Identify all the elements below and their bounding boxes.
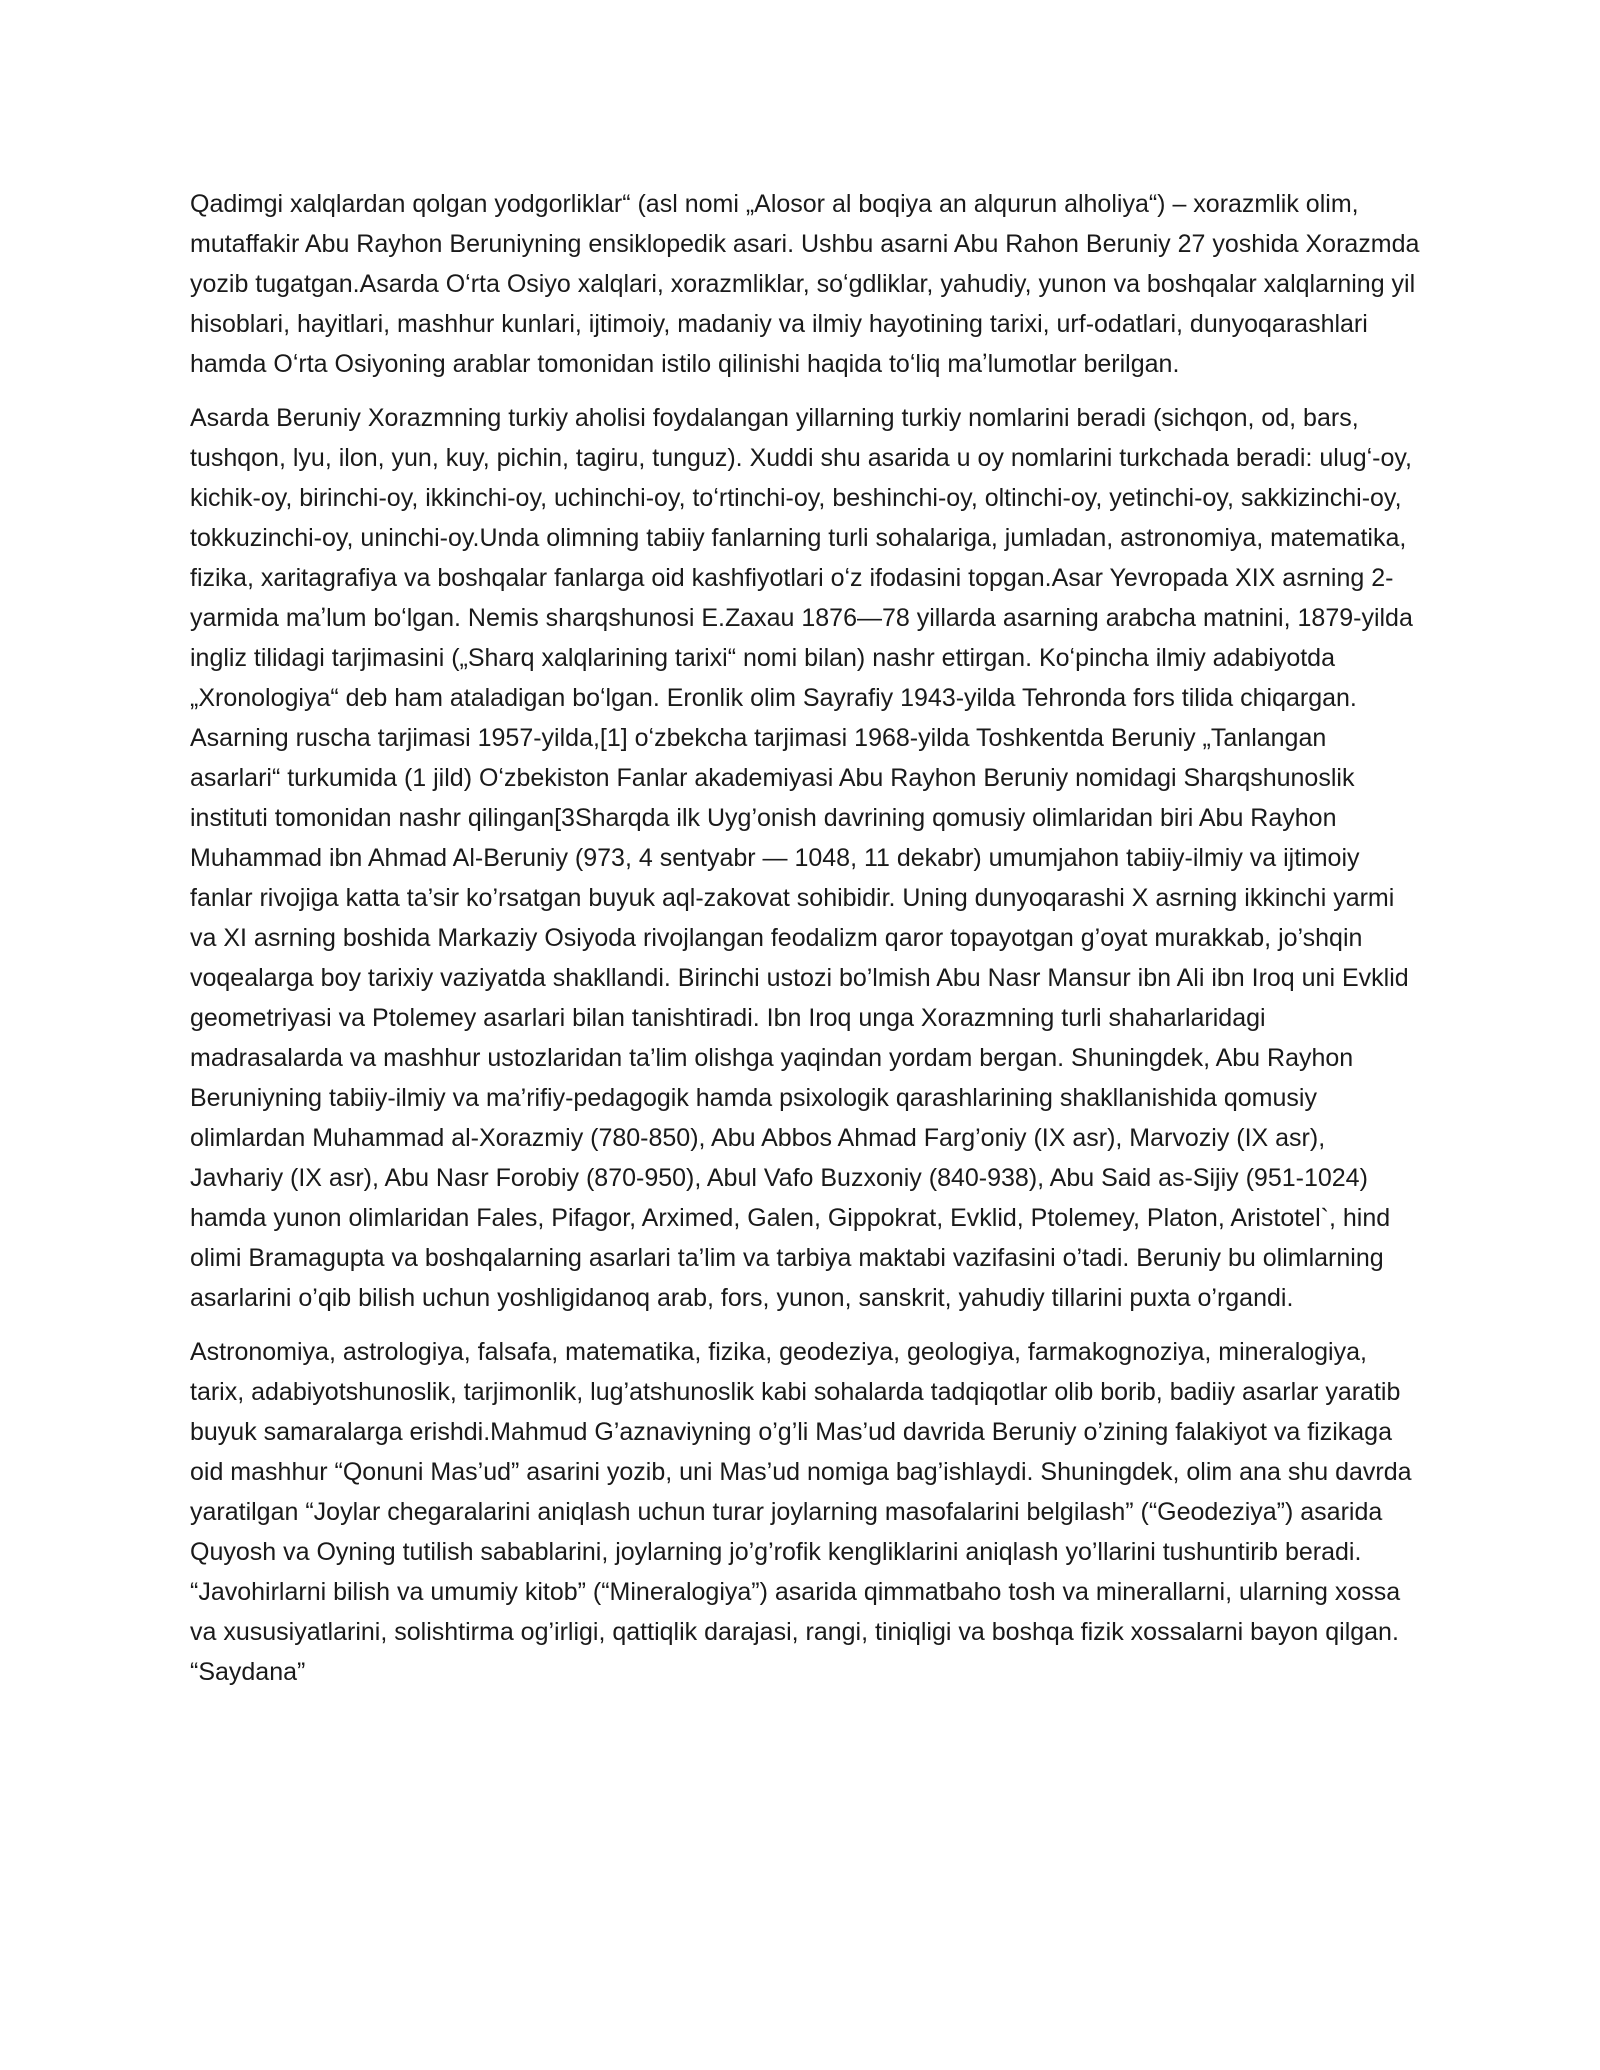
- document-body: [190, 184, 1422, 1706]
- paragraph-2: Asarda Beruniy Xorazmning turkiy aholisi foydalangan yillarning turkiy nomlarini beradi (sichqon, od, bars, tushqon, lyu, ilon, yun, kuy, pichin, tagiru, tunguz). Xuddi shu asarida u oy nomlarini turkchada beradi: ulugʻ-oy, kichik-oy, birinchi-oy, ikkinchi-oy, uchinchi-oy, toʻrtinchi-oy, beshinchi-oy, oltinchi-oy, yetinchi-oy, sakkizinchi-oy, tokkuzinchi-oy, uninchi-oy.Unda olimning tabiiy fanlarning turli sohalariga, jumladan, astronomiya, matematika, fizika, xaritagrafiya va boshqalar fanlarga oid kashfiyotlari oʻz ifodasini topgan.Asar Yevropada XIX asrning 2-yarmida maʼlum boʻlgan. Nemis sharqshunosi E.Zaxau 1876—78 yillarda asarning arabcha matnini, 1879-yilda ingliz tilidagi tarjimasini („Sharq xalqlarining tarixi“ nomi bilan) nashr ettirgan. Koʻpincha ilmiy adabiyotda „Xronologiya“ deb ham ataladigan boʻlgan. Eronlik olim Sayrafiy 1943-yilda Tehronda fors tilida chiqargan. Asarning ruscha tarjimasi 1957-yilda,[1] oʻzbekcha tarjimasi 1968-yilda Toshkentda Beruniy „Tanlangan asarlari“ turkumida (1 jild) Oʻzbekiston Fanlar akademiyasi Abu Rayhon Beruniy nomidagi Sharqshunoslik instituti tomonidan nashr qilingan[3Sharqda ilk Uyg’onish davrining qomusiy olimlaridan biri Abu Rayhon Muhammad ibn Ahmad Al-Beruniy (973, 4 sentyabr — 1048, 11 dekabr) umumjahon tabiiy-ilmiy va ijtimoiy fanlar rivojiga katta ta’sir ko’rsatgan buyuk aql-zakovat sohibidir. Uning dunyoqarashi X asrning ikkinchi yarmi va XI asrning boshida Markaziy Osiyoda rivojlangan feodalizm qaror topayotgan g’oyat murakkab, jo’shqin voqealarga boy tarixiy vaziyatda shakllandi. Birinchi ustozi bo’lmish Abu Nasr Mansur ibn Ali ibn Iroq uni Evklid geometriyasi va Ptolemey asarlari bilan tanishtiradi. Ibn Iroq unga Xorazmning turli shaharlaridagi madrasalarda va mashhur ustozlaridan ta’lim olishga yaqindan yordam bergan. Shuningdek, Abu Rayhon Beruniyning tabiiy-ilmiy va ma’rifiy-pedagogik hamda psixologik qarashlarining shakllanishida qomusiy olimlardan Muhammad al-Xorazmiy (780-850), Abu Abbos Ahmad Farg’oniy (IX asr), Marvoziy (IX asr), Javhariy (IX asr), Abu Nasr Forobiy (870-950), Abul Vafo Buzxoniy (840-938), Abu Said as-Sijiy (951-1024) hamda yunon olimlaridan Fales, Pifagor, Arximed, Galen, Gippokrat, Evklid, Ptolemey, Platon, Aristotel`, hind olimi Bramagupta va boshqalarning asarlari ta’lim va tarbiya maktabi vazifasini o’tadi. Beruniy bu olimlarning asarlarini o’qib bilish uchun yoshligidanoq arab, fors, yunon, sanskrit, yahudiy tillarini puxta o’rgandi.: [190, 404, 1413, 1312]
- paragraph-3: Astronomiya, astrologiya, falsafa, matematika, fizika, geodeziya, geologiya, farmakognoziya, mineralogiya, tarix, adabiyotshunoslik, tarjimonlik, lug’atshunoslik kabi sohalarda tadqiqotlar olib borib, badiiy asarlar yaratib buyuk samaralarga erishdi.Mahmud G’aznaviyning o’g’li Mas’ud davrida Beruniy o’zining falakiyot va fizikaga oid mashhur “Qonuni Mas’ud” asarini yozib, uni Mas’ud nomiga bag’ishlaydi. Shuningdek, olim ana shu davrda yaratilgan “Joylar chegaralarini aniqlash uchun turar joylarning masofalarini belgilash” (“Geodeziya”) asarida Quyosh va Oyning tutilish sabablarini, joylarning jo’g’rofik kengliklarini aniqlash yo’llarini tushuntirib beradi. “Javohirlarni bilish va umumiy kitob” (“Mineralogiya”) asarida qimmatbaho tosh va minerallarni, ularning xossa va xususiyatlarini, solishtirma og’irligi, qattiqlik darajasi, rangi, tiniqligi va boshqa fizik xossalarni bayon qilgan. “Saydana”: [190, 1338, 1412, 1686]
- paragraph-1: Qadimgi xalqlardan qolgan yodgorliklar“ (asl nomi „Alosor al boqiya an alqurun alholiya“) – xorazmlik olim, mutaffakir Abu Rayhon Beruniyning ensiklopedik asari. Ushbu asarni Abu Rahon Beruniy 27 yoshida Xorazmda yozib tugatgan.Asarda Oʻrta Osiyo xalqlari, xorazmliklar, soʻgdliklar, yahudiy, yunon va boshqalar xalqlarning yil hisoblari, hayitlari, mashhur kunlari, ijtimoiy, madaniy va ilmiy hayotining tarixi, urf-odatlari, dunyoqarashlari hamda Oʻrta Osiyoning arablar tomonidan istilo qilinishi haqida toʻliq maʼlumotlar berilgan.: [190, 190, 1420, 378]
